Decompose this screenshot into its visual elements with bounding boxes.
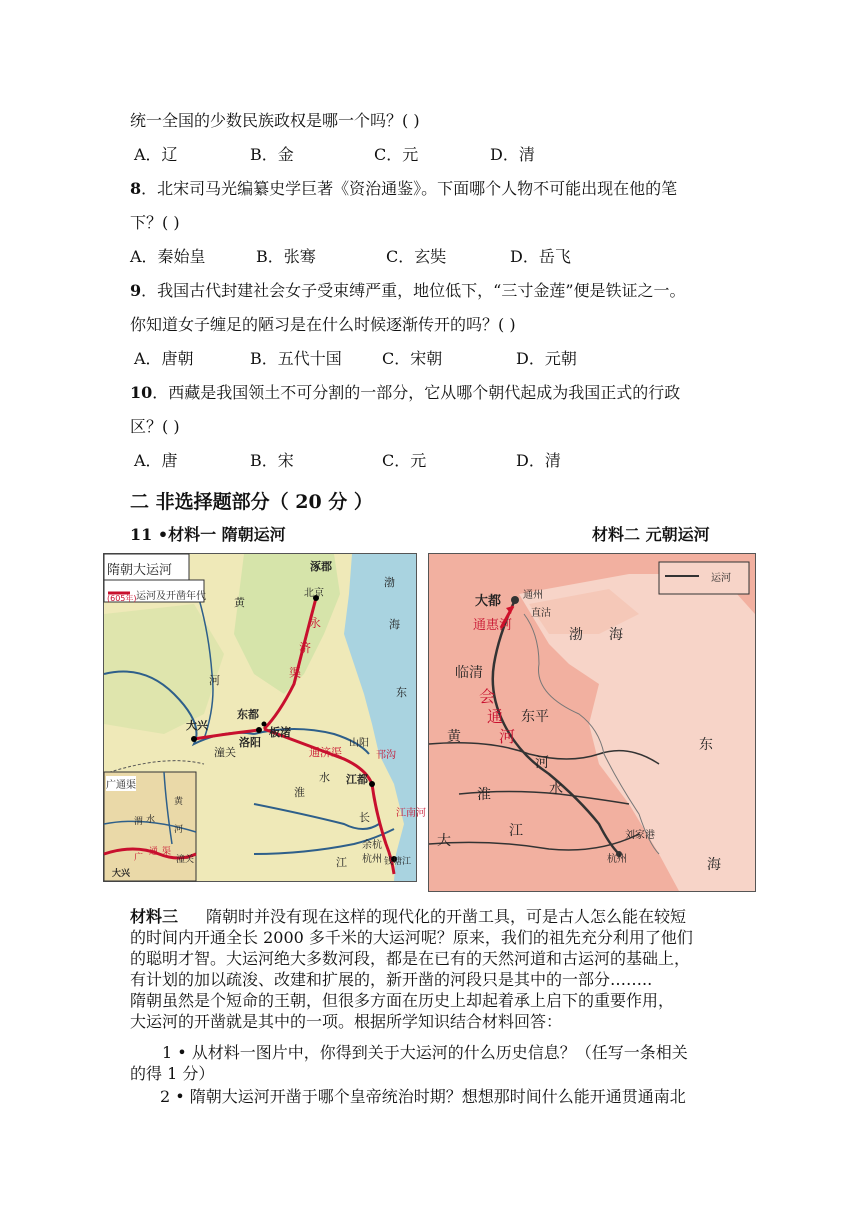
place-linqing: 临清 <box>455 665 483 681</box>
sui-map-legend-year: (605年) <box>107 594 137 603</box>
inset-daxing: 大兴 <box>112 869 131 879</box>
q10-option-b: B．宋 <box>250 451 294 470</box>
q7-option-c: C．元 <box>374 145 419 164</box>
place-qiantang: 钱塘江 <box>384 857 412 867</box>
canal-hui: 会 <box>479 687 496 706</box>
place-he: 河 <box>209 674 220 687</box>
place-hangzhou: 杭州 <box>362 854 382 865</box>
q7-option-d: D．清 <box>490 145 535 164</box>
place-dong: 东 <box>396 686 407 699</box>
place-bo: 渤 <box>384 576 395 589</box>
yuan-map-legend: 运河 <box>711 573 731 584</box>
place-huai: 淮 <box>294 786 305 799</box>
yuan-canal-map <box>428 553 756 892</box>
canal-hangou: 邗沟 <box>376 750 396 761</box>
material-3-line-5: 隋朝虽然是个短命的王朝，但很多方面在历史上却起着承上启下的重要作用， <box>130 991 675 1010</box>
inset-wei: 渭 <box>134 817 144 827</box>
place-zhigu: 直沽 <box>531 608 551 619</box>
place-jiangdu: 江都 <box>346 773 368 786</box>
q8-stem-2: 下？( ) <box>130 213 180 232</box>
material-3-line-2: 的时间内开通全长 2000 多千米的大运河呢？原来，我们的祖先充分利用了他们 <box>130 928 693 947</box>
material-3-line-6: 大运河的开凿就是其中的一项。根据所学知识结合材料回答： <box>130 1012 563 1031</box>
q8-number: 8 <box>130 179 142 198</box>
place-zhuojun: 涿郡 <box>310 560 332 573</box>
place-he2: 河 <box>535 755 549 771</box>
material-2-heading: 材料二 元朝运河 <box>592 525 710 544</box>
sui-canal-map <box>103 553 426 882</box>
sui-map-title: 隋朝大运河 <box>107 563 173 578</box>
q8-option-c: C．玄奘 <box>386 247 447 266</box>
q8-option-a: A．秦始皇 <box>130 247 206 266</box>
inset-qu: 渠 <box>162 847 172 857</box>
place-dong2: 东 <box>699 737 713 753</box>
canal-ji: 济 <box>299 641 312 655</box>
place-liujiagang: 刘家港 <box>625 830 655 841</box>
q9-option-b: B．五代十国 <box>250 349 342 368</box>
sub-question-1-line-2: 的得 1 分） <box>130 1064 215 1083</box>
place-chang: 长 <box>359 811 370 824</box>
canal-he: 河 <box>499 727 516 746</box>
place-hai: 海 <box>389 618 400 631</box>
place-hangzhou2: 杭州 <box>607 854 627 865</box>
q7-option-b: B．金 <box>250 145 294 164</box>
sui-map-legend: 运河及开凿年代 <box>136 591 206 602</box>
place-bo2: 渤 <box>569 627 583 643</box>
place-shui: 水 <box>319 771 330 784</box>
section-2-heading: 二 非选择题部分（ 20 分 ） <box>130 491 373 513</box>
q10-option-a: A．唐 <box>134 451 178 470</box>
q10-stem-1: 10．西藏是我国领土不可分割的一部分，它从哪个朝代起成为我国正式的行政 <box>130 383 681 402</box>
place-tongguan: 潼关 <box>214 746 236 759</box>
material-3-line-1: 隋朝时并没有现在这样的现代化的开凿工具，可是古人怎么能在较短 <box>206 907 687 926</box>
place-hai2: 海 <box>609 627 623 643</box>
q9-stem-2: 你知道女子缠足的陋习是在什么时候逐渐传开的吗？( ) <box>130 315 516 334</box>
place-dongdu: 东都 <box>237 708 259 721</box>
q10-option-c: C．元 <box>382 451 427 470</box>
inset-title: 广通渠 <box>106 776 136 791</box>
place-dadu: 大都 <box>475 594 502 609</box>
q8-stem-1: 8．北宋司马光编纂史学巨著《资治通鉴》。下面哪个人物不可能出现在他的笔 <box>130 179 678 198</box>
sub-question-2-line-1: 2 • 隋朝大运河开凿于哪个皇帝统治时期？想想那时间什么能开通贯通南北 <box>160 1087 686 1106</box>
canal-tongji: 通济渠 <box>309 746 342 759</box>
sub-question-1-line-1: 1 • 从材料一图片中，你得到关于大运河的什么历史信息？（任写一条相关 <box>162 1043 688 1062</box>
q8-option-b: B．张骞 <box>256 247 316 266</box>
canal-yong: 永 <box>309 616 322 630</box>
place-daxing: 大兴 <box>186 719 208 732</box>
q10-stem-2: 区？( ) <box>130 417 180 436</box>
q10-option-d: D．清 <box>516 451 561 470</box>
inset-tong: 通 <box>149 847 159 857</box>
q9-stem-1: 9．我国古代封建社会女子受束缚严重，地位低下，“三寸金莲”便是铁证之一。 <box>130 281 686 300</box>
canal-tong: 通 <box>487 707 504 726</box>
inset-tongguan: 潼关 <box>176 855 195 865</box>
q8-option-d: D．岳飞 <box>510 247 571 266</box>
q7-option-a: A．辽 <box>134 145 178 164</box>
place-beijing: 北京 <box>304 588 324 599</box>
material-1-heading: 11 •材料一 隋朝运河 <box>130 525 286 544</box>
canal-tonghui: 通惠河 <box>473 618 513 633</box>
inset-shui: 水 <box>146 815 156 825</box>
canal-qu: 渠 <box>289 666 302 680</box>
place-banzhu: 板渚 <box>269 726 291 739</box>
place-dongping: 东平 <box>521 709 549 725</box>
place-shui2: 水 <box>549 781 563 797</box>
material-3 <box>130 906 732 1032</box>
place-hai3: 海 <box>707 857 721 873</box>
q7-stem: 统一全国的少数民族政权是哪一个吗？( ) <box>130 111 420 130</box>
place-da: 大 <box>437 833 451 849</box>
place-tongzhou: 通州 <box>523 590 543 601</box>
material-3-label: 材料三 <box>130 907 179 926</box>
place-jiang2: 江 <box>509 823 523 839</box>
inset-he: 河 <box>174 825 184 835</box>
inset-huang: 黄 <box>174 797 184 807</box>
material-3-line-3: 的聪明才智。大运河绝大多数河段，都是在已有的天然河道和古运河的基础上， <box>130 949 691 968</box>
q10-number: 10 <box>130 383 153 402</box>
material-3-line-4: 有计划的加以疏浚、改建和扩展的，新开凿的河段只是其中的一部分…….. <box>130 970 653 989</box>
place-yuhang: 余杭 <box>362 840 382 851</box>
place-luoyang: 洛阳 <box>239 736 261 749</box>
q9-number: 9 <box>130 281 142 300</box>
place-huang2: 黄 <box>447 729 461 745</box>
inset-guang: 广 <box>134 853 144 863</box>
sui-canal-map-drawing <box>104 554 416 881</box>
canal-jiangnan: 江南河 <box>396 808 426 819</box>
q9-option-d: D．元朝 <box>516 349 577 368</box>
place-huai2: 淮 <box>477 787 491 803</box>
place-jiang: 江 <box>336 856 347 869</box>
q9-option-a: A．唐朝 <box>134 349 194 368</box>
q9-option-c: C．宋朝 <box>382 349 443 368</box>
place-huang: 黄 <box>234 596 245 609</box>
place-shanyang: 山阳 <box>349 738 369 749</box>
